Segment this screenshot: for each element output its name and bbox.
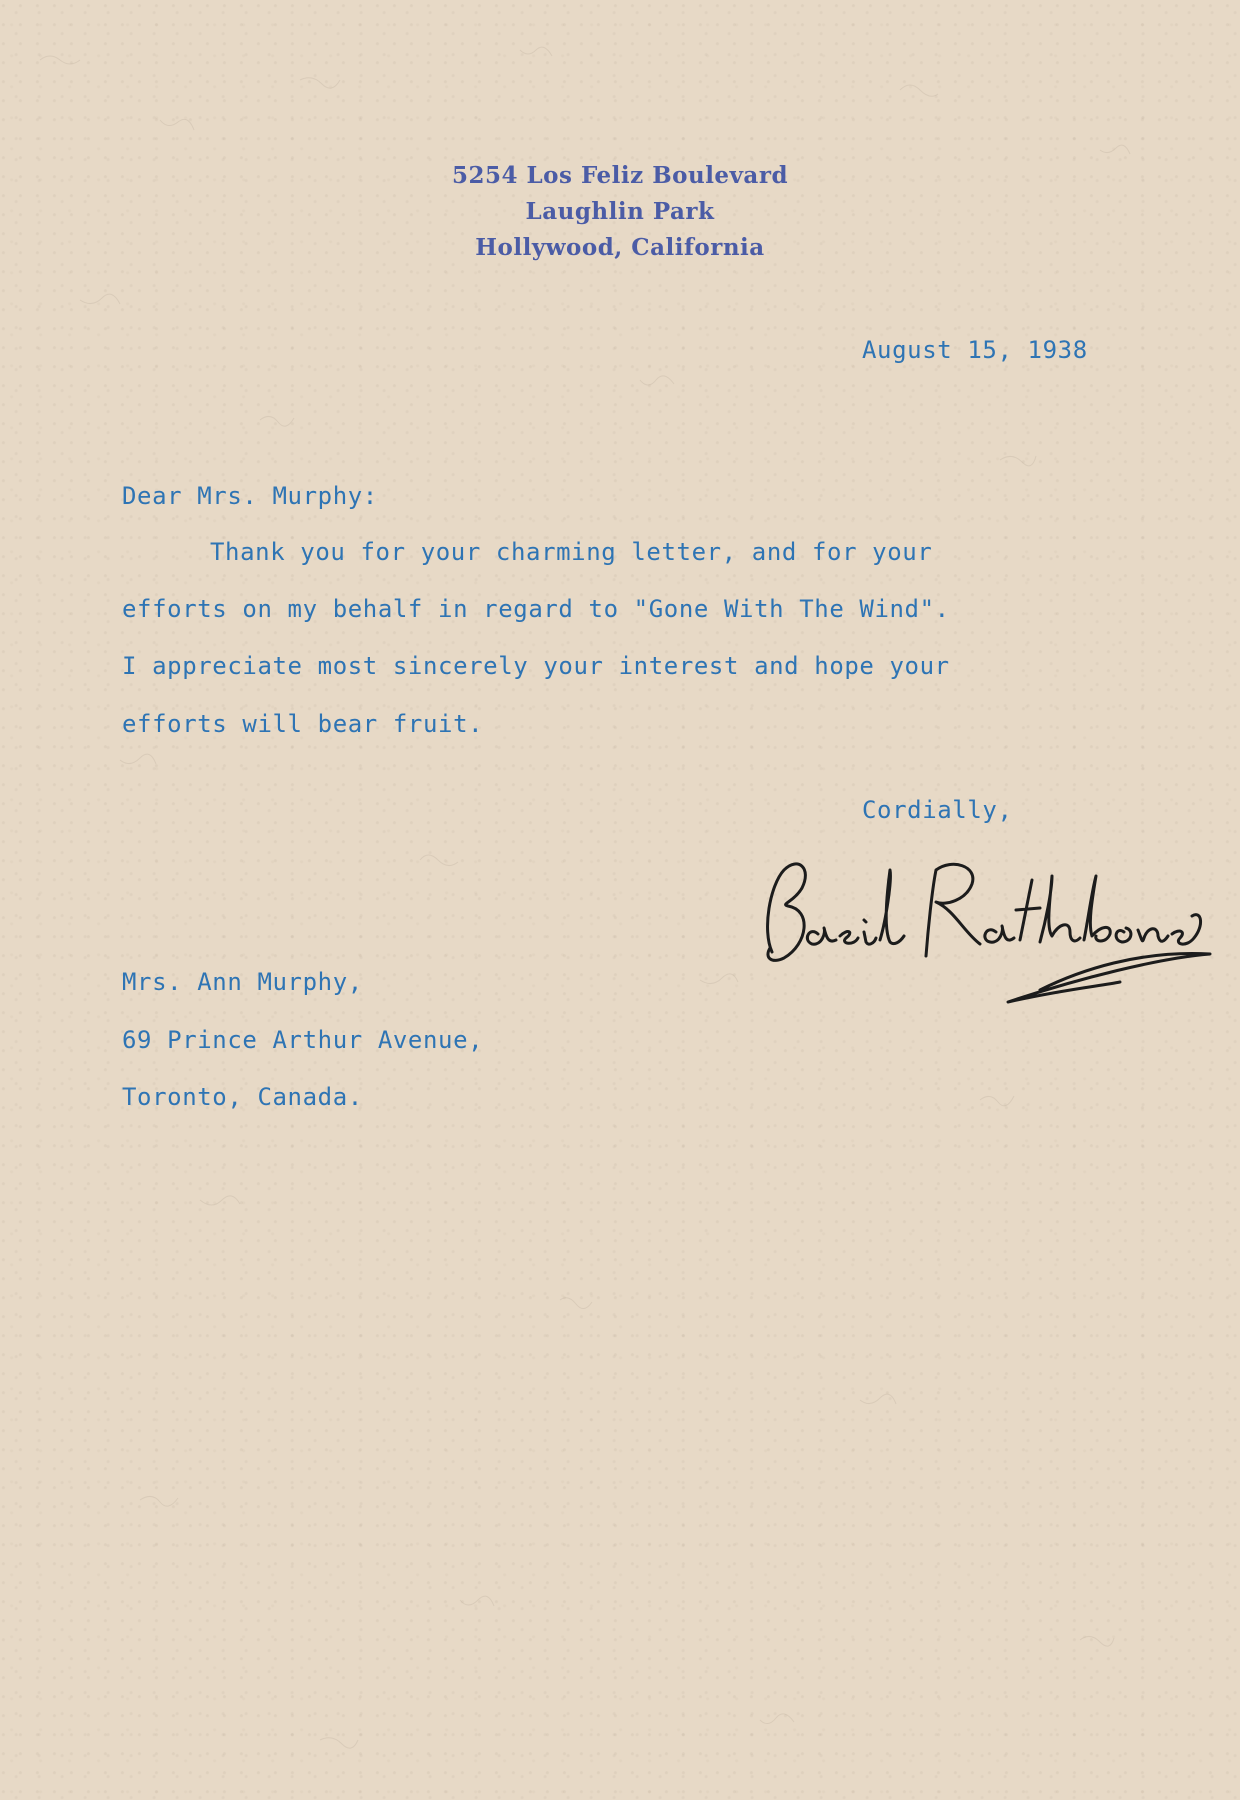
recipient-name: Mrs. Ann Murphy, [122, 968, 363, 996]
letterhead-city: Hollywood, California [475, 234, 765, 261]
closing: Cordially, [862, 796, 1013, 824]
body-line-3: I appreciate most sincerely your interest and hope your [122, 652, 950, 680]
letterhead-street: 5254 Los Feliz Boulevard [451, 162, 789, 189]
body-line-1: Thank you for your charming letter, and for your [210, 538, 933, 566]
letterhead [400, 158, 840, 266]
recipient-city: Toronto, Canada. [122, 1083, 363, 1111]
body-line-2: efforts on my behalf in regard to "Gone With The Wind". [122, 595, 950, 623]
handwritten-signature [740, 840, 1220, 1010]
body-line-4: efforts will bear fruit. [122, 710, 484, 738]
recipient-street: 69 Prince Arthur Avenue, [122, 1026, 484, 1054]
salutation: Dear Mrs. Murphy: [122, 482, 378, 510]
letter-date: August 15, 1938 [862, 336, 1088, 364]
letterhead-neighborhood: Laughlin Park [525, 198, 715, 225]
